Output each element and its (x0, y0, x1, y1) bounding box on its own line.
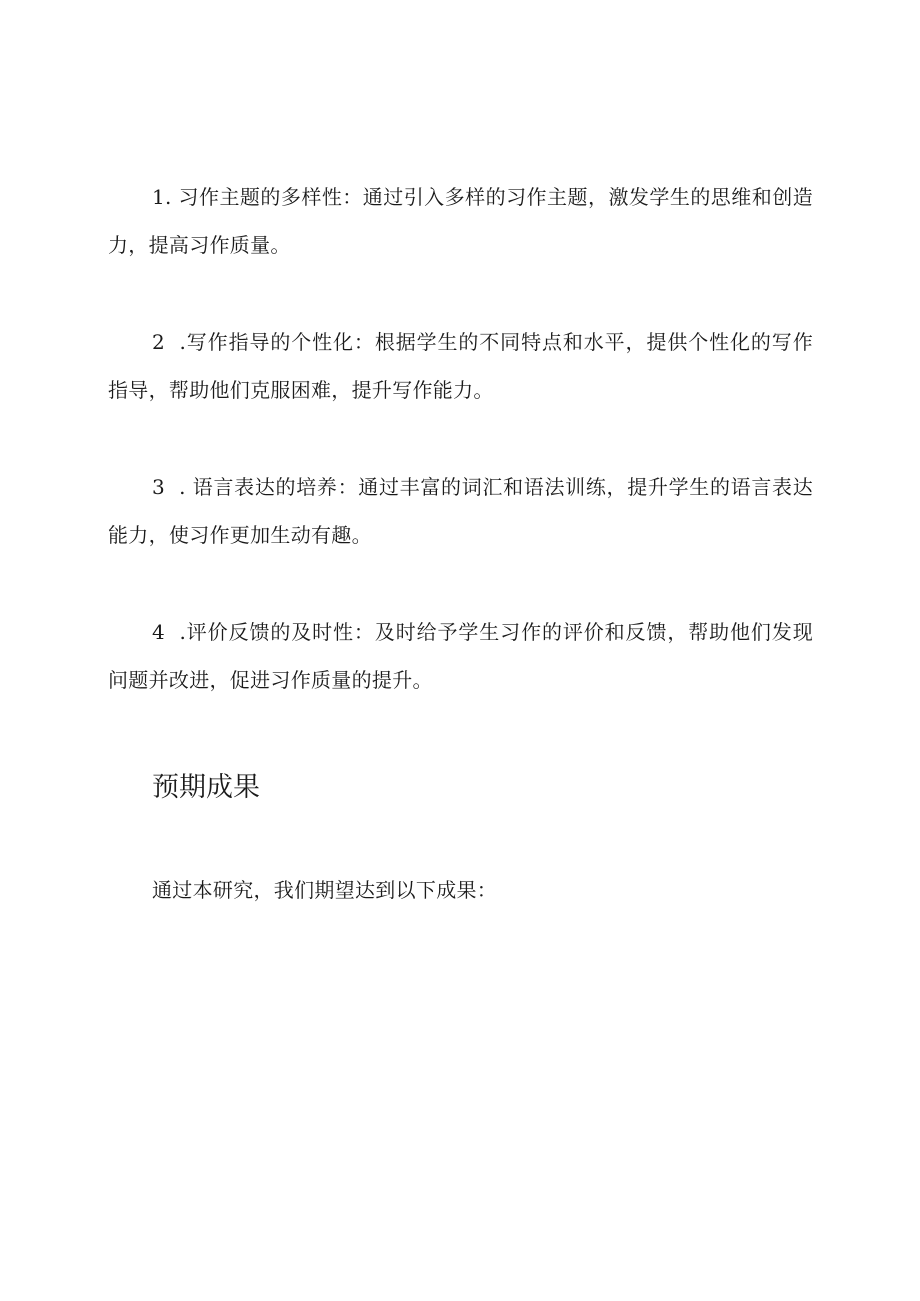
paragraph-item-2: 2 .写作指导的个性化：根据学生的不同特点和水平，提供个性化的写作指导，帮助他们克服困难，提升写作能力。 (108, 330, 813, 402)
intro-paragraph: 通过本研究，我们期望达到以下成果： (152, 878, 498, 902)
section-heading: 预期成果 (152, 772, 260, 803)
paragraph-item-3: 3 . 语言表达的培养：通过丰富的词汇和语法训练，提升学生的语言表达能力，使习作更加生动有趣。 (108, 475, 813, 547)
paragraph-item-4: 4 .评价反馈的及时性：及时给予学生习作的评价和反馈，帮助他们发现问题并改进，促进习作质量的提升。 (108, 620, 813, 692)
paragraph-item-1: 1. 习作主题的多样性：通过引入多样的习作主题，激发学生的思维和创造力，提高习作质量。 (108, 185, 813, 257)
